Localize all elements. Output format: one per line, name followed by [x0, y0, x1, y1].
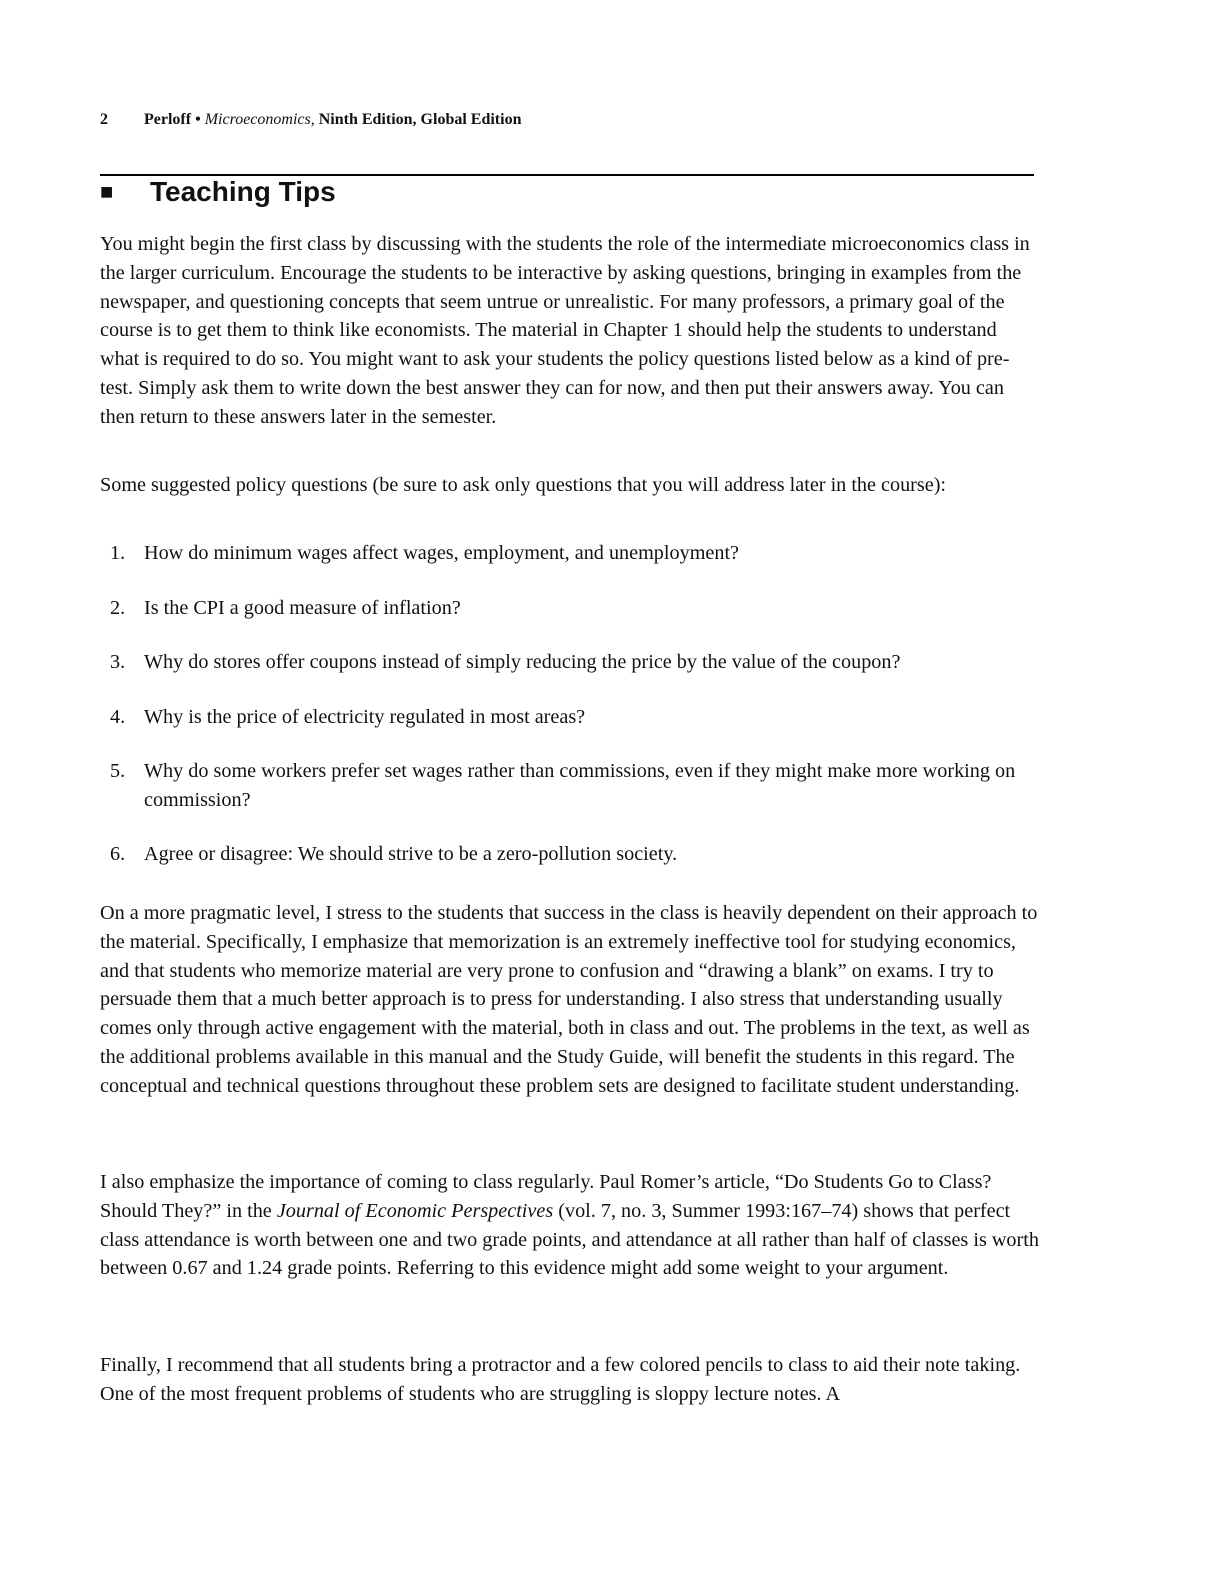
journal-title: Journal of Economic Perspectives [276, 1199, 554, 1222]
list-item-number: 6. [110, 843, 126, 865]
list-item-text: Why is the price of electricity regulated in most areas? [144, 706, 586, 728]
list-item-text: Why do stores offer coupons instead of simply reducing the price by the value of the coupon? [144, 651, 901, 673]
paragraph-pragmatic: On a more pragmatic level, I stress to the students that success in the class is heavily dependent on their approach to the material. Specifically, I emphasize that memorization is an extremely ineffective tool for studying economics, and that students who memorize material are very prone to confusion and “drawing a blank” on exams. I try to persuade them that a much better approach is to press for understanding. I also stress that understanding usually comes only through active engagement with the material, both in class and out. The problems in the text, as well as the additional problems available in this manual and the Study Guide, will benefit the students in this regard. The conceptual and technical questions throughout these problem sets are designed to facilitate student understanding. [100, 902, 1038, 1097]
page-number: 2 [100, 111, 108, 128]
list-item-text: Is the CPI a good measure of inflation? [144, 597, 461, 619]
header-author: Perloff • [144, 111, 205, 128]
section-heading [100, 176, 336, 208]
paragraph-attendance [100, 1168, 1040, 1283]
list-item [100, 703, 1040, 732]
list-item [100, 594, 1040, 623]
list-item-number: 5. [110, 760, 126, 782]
list-item-text: Agree or disagree: We should strive to be a zero-pollution society. [144, 843, 678, 865]
list-item-number: 3. [110, 651, 126, 673]
section-title: Teaching Tips [150, 176, 336, 207]
paragraph-recommendation: Finally, I recommend that all students bring a protractor and a few colored pencils to class to aid their note taking. One of the most frequent problems of students who are struggling is sloppy lecture notes. A [100, 1354, 1021, 1405]
square-bullet-icon: ■ [100, 179, 114, 204]
header-edition: Ninth Edition, Global Edition [314, 111, 522, 128]
list-item [100, 539, 1040, 568]
list-item [100, 840, 1040, 869]
attendance-text-start: I also emphasize the importance of coming to class regularly. Paul Romer’s article, “Do Students Go to Class? Should They?” in the [100, 1171, 992, 1222]
list-item-text: How do minimum wages affect wages, employment, and unemployment? [144, 542, 740, 564]
header-book-title: Microeconomics, [204, 111, 315, 128]
list-item [100, 757, 1040, 815]
list-item-number: 2. [110, 597, 126, 619]
list-item [100, 648, 1040, 677]
list-item-text: Why do some workers prefer set wages rather than commissions, even if they might make more working on commission? [144, 760, 1016, 811]
attendance-text-end: (vol. 7, no. 3, Summer 1993:167–74) shows that perfect class attendance is worth between one and two grade points, and attendance at all rather than half of classes is worth between 0.67 and 1.24 grade points. Referring to this evidence might add some weight to your argument. [100, 1199, 1039, 1280]
paragraph-intro: You might begin the first class by discussing with the students the role of the intermediate microeconomics class in the larger curriculum. Encourage the students to be interactive by asking questions, bringing in examples from the newspaper, and questioning concepts that seem untrue or unrealistic. For many professors, a primary goal of the course is to get them to think like economists. The material in Chapter 1 should help the students to understand what is required to do so. You might want to ask your students the policy questions listed below as a kind of pre-test. Simply ask them to write down the best answer they can for now, and then put their answers away. You can then return to these answers later in the semester. [100, 233, 1030, 428]
list-item-number: 1. [110, 542, 126, 564]
paragraph-questions-intro: Some suggested policy questions (be sure to ask only questions that you will address later in the course): [100, 474, 947, 496]
list-item-number: 4. [110, 706, 126, 728]
running-header [100, 111, 521, 129]
